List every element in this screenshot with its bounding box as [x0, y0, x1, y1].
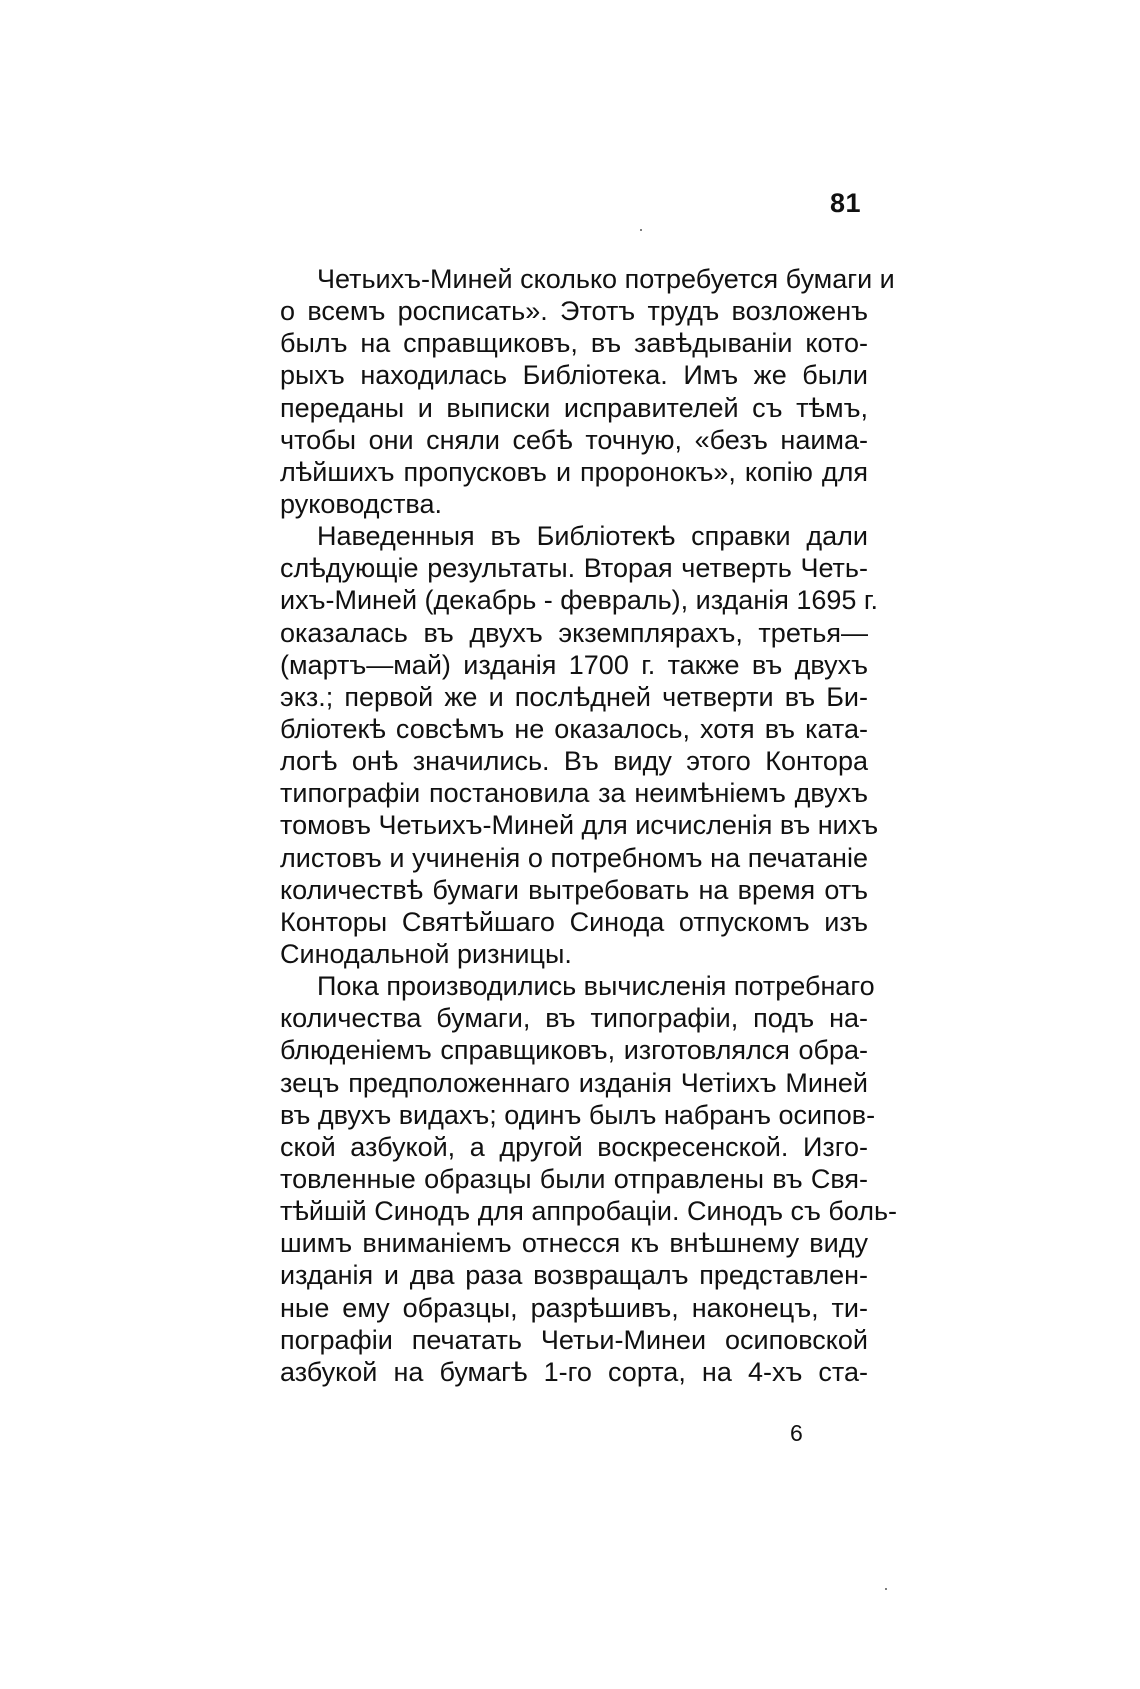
text-line: о всемъ росписать». Этотъ трудъ возложенъ: [280, 296, 868, 327]
page-number: 81: [830, 188, 862, 218]
text-line: товленные образцы были отправлены въ Свя-: [280, 1163, 868, 1194]
signature-mark: 6: [790, 1420, 803, 1446]
text-line: количества бумаги, въ типографіи, подъ на-: [280, 1003, 868, 1034]
text-line: рыхъ находилась Библіотека. Имъ же были: [280, 360, 868, 391]
text-line: тѣйшій Синодъ для аппробаціи. Синодъ съ боль-: [280, 1196, 898, 1227]
text-line: азбукой на бумагѣ 1-го сорта, на 4-хъ ста-: [280, 1356, 868, 1387]
text-line: слѣдующіе результаты. Вторая четверть Четь-: [280, 553, 868, 584]
text-line: томовъ Четьихъ-Миней для исчисленія въ нихъ: [280, 810, 879, 841]
text-line: ные ему образцы, разрѣшивъ, наконецъ, ти-: [280, 1292, 868, 1323]
text-line: (мартъ—май) изданія 1700 г. также въ двухъ: [280, 649, 868, 680]
text-line: типографіи постановила за неимѣніемъ двухъ: [280, 778, 868, 809]
text-line: бліотекѣ совсѣмъ не оказалось, хотя въ ката-: [280, 713, 868, 744]
text-line: зецъ предположеннаго изданія Четіихъ Миней: [280, 1067, 868, 1098]
text-line: ихъ-Миней (декабрь - февраль), изданія 1695 г.: [280, 585, 878, 616]
text-line: блюденіемъ справщиковъ, изготовлялся обра-: [280, 1035, 868, 1066]
text-line: оказалась въ двухъ экземплярахъ, третья—: [280, 617, 868, 648]
text-line: Четьихъ-Миней сколько потребуется бумаги и: [317, 264, 895, 294]
text-line: изданія и два раза возвращалъ представлен-: [280, 1260, 868, 1291]
text-line: шимъ вниманіемъ отнесся къ внѣшнему виду: [280, 1228, 868, 1259]
body-text: [280, 263, 898, 1388]
text-line: количествѣ бумаги вытребовать на время отъ: [280, 874, 868, 905]
text-line: экз.; первой же и послѣдней четверти въ Би-: [280, 681, 868, 712]
text-line: пографіи печатать Четьи-Минеи осиповской: [280, 1324, 868, 1355]
text-line: листовъ и учиненія о потребномъ на печатаніе: [280, 842, 868, 873]
paragraph: [280, 970, 898, 1388]
paragraph: [280, 520, 879, 970]
text-line: Конторы Святѣйшаго Синода отпускомъ изъ: [280, 906, 868, 937]
paragraph: [280, 263, 895, 520]
text-line: чтобы они сняли себѣ точную, «безъ наима-: [280, 424, 868, 455]
print-speck: [640, 229, 642, 231]
text-line: въ двухъ видахъ; одинъ былъ набранъ осипов-: [280, 1099, 876, 1130]
text-line: ской азбукой, а другой воскресенской. Изго-: [280, 1131, 868, 1162]
text-line: Пока производились вычисленія потребнаго: [317, 971, 875, 1002]
text-line: переданы и выписки исправителей съ тѣмъ,: [280, 392, 868, 423]
text-line: руководства.: [280, 488, 442, 519]
text-line: логѣ онѣ значились. Въ виду этого Контора: [280, 746, 868, 777]
text-line: Синодальной ризницы.: [280, 938, 572, 969]
text-line: Наведенныя въ Библіотекѣ справки дали: [317, 521, 868, 552]
print-speck: [885, 1588, 887, 1590]
text-line: лѣйшихъ пропусковъ и проронокъ», копію для: [280, 456, 868, 487]
text-line: былъ на справщиковъ, въ завѣдываніи кото-: [280, 328, 868, 359]
